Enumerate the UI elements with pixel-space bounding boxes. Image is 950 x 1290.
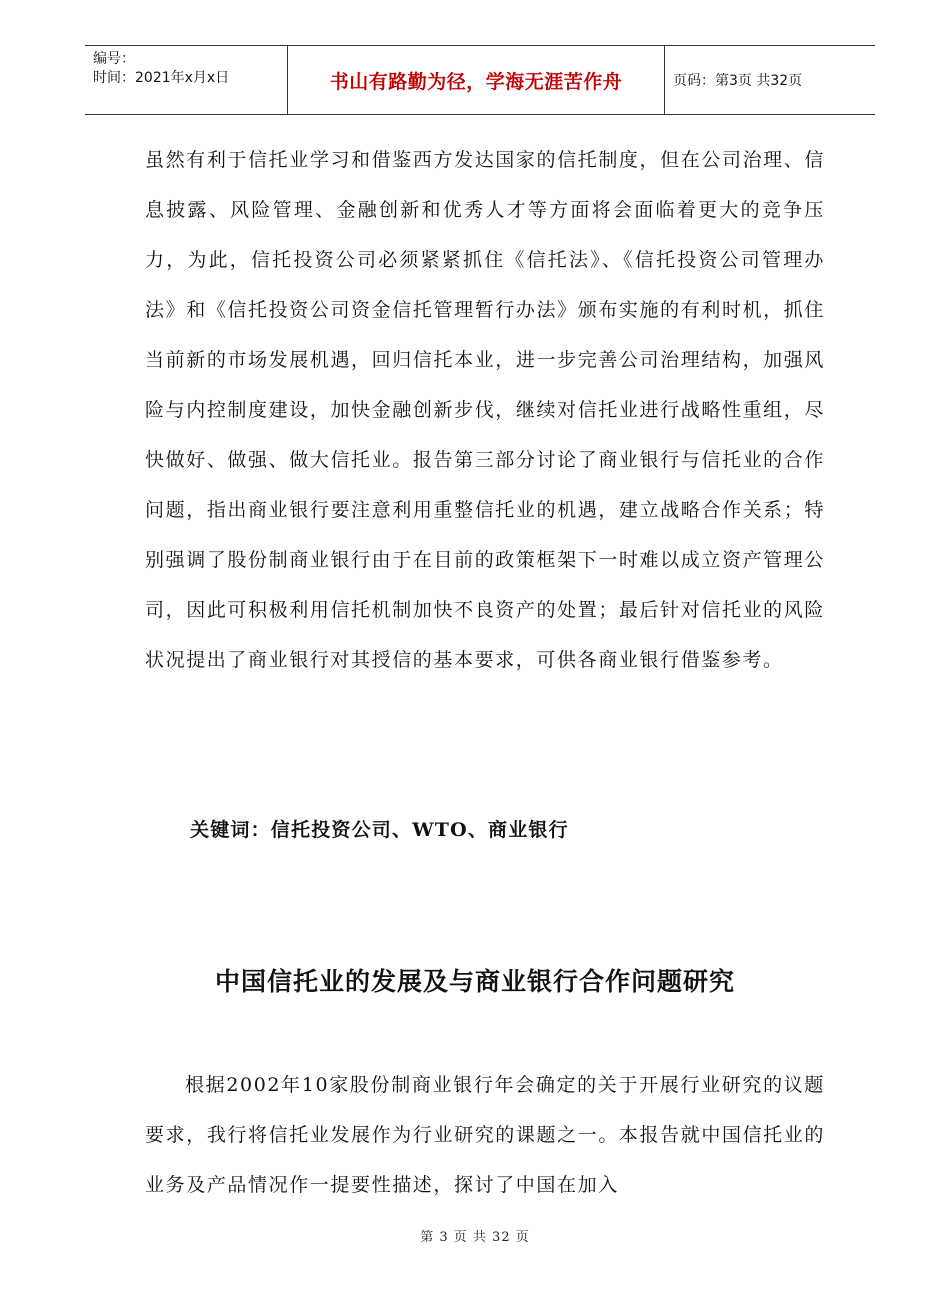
header-motto: 书山有路勤为径，学海无涯苦作舟 [287,46,665,114]
document-time-label: 时间：2021年x月x日 [93,70,230,86]
page-header [85,45,875,115]
header-page-label: 页码：第3页 共32页 [673,73,803,89]
section-title: 中国信托业的发展及与商业银行合作问题研究 [214,967,735,996]
document-number-label: 编号： [93,51,135,67]
body-paragraph-2: 根据2002年10家股份制商业银行年会确定的关于开展行业研究的议题要求，我行将信托业发展作为行业研究的课题之一。本报告就中国信托业的业务及产品情况作一提要性描述，探讨了中国在加入 [145,1074,825,1196]
header-meta [93,50,288,88]
page-footer: 第 3 页 共 32 页 [420,1230,530,1245]
body-paragraph-1: 虽然有利于信托业学习和借鉴西方发达国家的信托制度，但在公司治理、信息披露、风险管理、金融创新和优秀人才等方面将会面临着更大的竞争压力，为此，信托投资公司必须紧紧抓住《信托法》、《信托投资公司管理办法》和《信托投资公司资金信托管理暂行办法》颁布实施的有利时机，抓住当前新的市场发展机遇，回归信托本业，进一步完善公司治理结构，加强风险与内控制度建设，加快金融创新步伐，继续对信托业进行战略性重组，尽快做好、做强、做大信托业。报告第三部分讨论了商业银行与信托业的合作问题，指出商业银行要注意利用重整信托业的机遇，建立战略合作关系；特别强调了股份制商业银行由于在目前的政策框架下一时难以成立资产管理公司，因此可积极利用信托机制加快不良资产的处置；最后针对信托业的风险状况提出了商业银行对其授信的基本要求，可供各商业银行借鉴参考。 [145,149,825,671]
keywords-line: 关键词：信托投资公司、WTO、商业银行 [190,819,569,841]
